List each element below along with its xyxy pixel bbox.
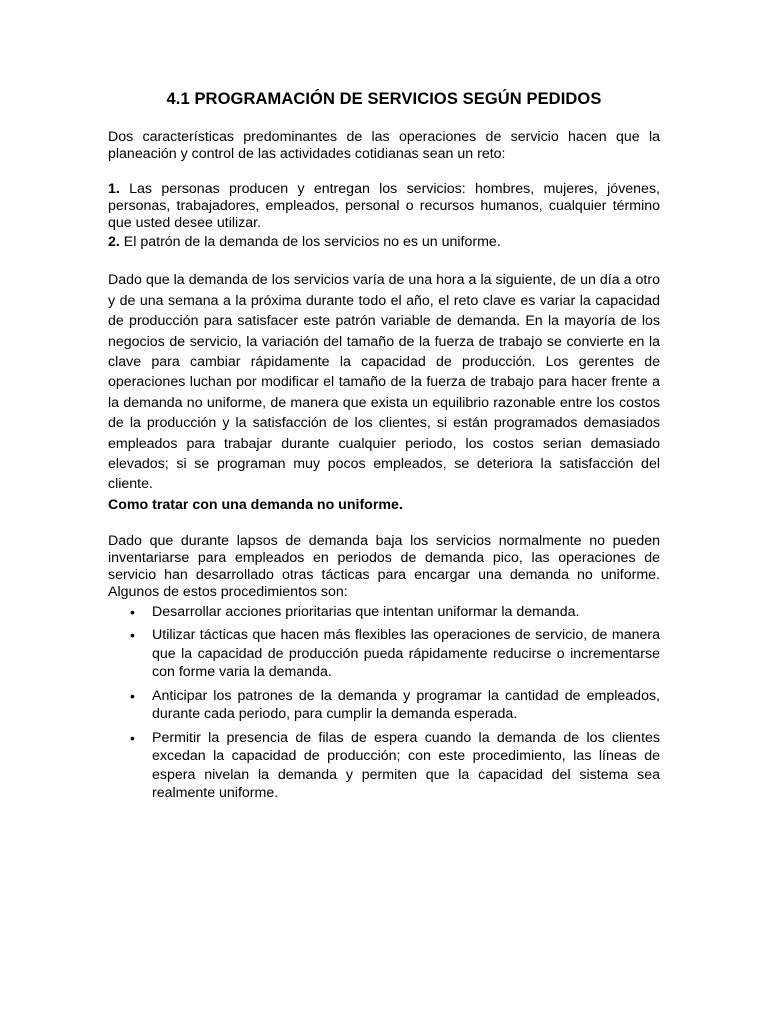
point-2-text: El patrón de la demanda de los servicios no es un uniforme. <box>119 234 501 250</box>
bullet-icon: • <box>130 627 135 644</box>
list-item <box>108 729 660 803</box>
bullet-icon: • <box>130 729 135 746</box>
document-page <box>108 90 660 808</box>
point-2-number: 2. <box>108 234 120 250</box>
list-item <box>108 687 660 724</box>
list-item-text: Permitir la presencia de filas de espera cuando la demanda de los clientes excedan la capacidad de producción; con este procedimiento, las líneas de espera nivelan la demanda y permiten que la capacidad del sistema sea realmente uniforme. <box>152 729 660 802</box>
procedures-list <box>108 603 660 803</box>
point-1-number: 1. <box>108 181 120 197</box>
point-2 <box>108 232 660 252</box>
list-item-text: Utilizar tácticas que hacen más flexibles las operaciones de servicio, de manera que la capacidad de producción pueda rápidamente reducirse o incrementarse con forme varia la demanda. <box>152 627 660 681</box>
list-item <box>108 626 660 682</box>
main-paragraph: Dado que la demanda de los servicios varía de una hora a la siguiente, de un día a otro y de una semana a la próxima durante todo el año, el reto clave es variar la capacidad de producción para satisfacer este patrón variable de demanda. En la mayoría de los negocios de servicio, la variación del tamaño de la fuerza de trabajo se convierte en la clave para cambiar rápidamente la capacidad de producción. Los gerentes de operaciones luchan por modificar el tamaño de la fuerza de trabajo para hacer frente a la demanda no uniforme, de manera que exista un equilibrio razonable entre los costos de la producción y la satisfacción de los clientes, si están programados demasiados empleados para trabajar durante cualquier periodo, los costos serian demasiado elevados; si se programan muy pocos empleados, se deteriora la satisfacción del cliente. <box>108 272 660 493</box>
intro-paragraph: Dos características predominantes de las operaciones de servicio hacen que la planeación y control de las actividades cotidianas sean un reto: <box>108 129 660 162</box>
list-item-text: Anticipar los patrones de la demanda y programar la cantidad de empleados, durante cada periodo, para cumplir la demanda esperada. <box>152 687 660 723</box>
procedures-paragraph: Dado que durante lapsos de demanda baja los servicios normalmente no pueden inventariarse para empleados en periodos de demanda pico, las operaciones de servicio han desarrollado otras tácticas para encargar una demanda no uniforme. Algunos de estos procedimientos son: <box>108 532 660 600</box>
bullet-icon: • <box>130 687 135 704</box>
list-item-text: Desarrollar acciones prioritarias que intentan uniformar la demanda. <box>152 603 580 620</box>
point-1 <box>108 181 660 232</box>
list-item <box>108 603 660 622</box>
bullet-icon: • <box>130 603 135 620</box>
page-title: 4.1 PROGRAMACIÓN DE SERVICIOS SEGÚN PEDIDOS <box>166 90 602 108</box>
section-subheading: Como tratar con una demanda no uniforme. <box>108 496 403 513</box>
point-1-text: Las personas producen y entregan los servicios: hombres, mujeres, jóvenes, personas, trabajadores, empleados, personal o recursos humanos, cualquier término que usted desee utilizar. <box>108 181 660 231</box>
